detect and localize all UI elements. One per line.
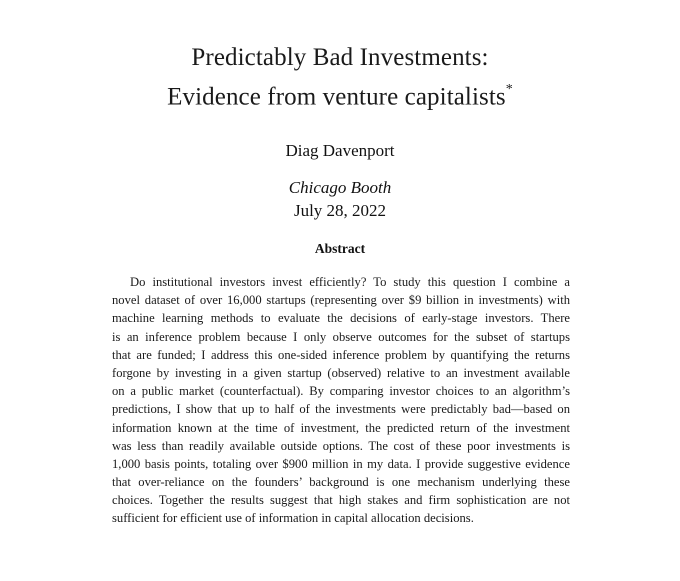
- abstract-line: is an inference problem because I only observe outcomes for the subset of startups: [112, 329, 570, 344]
- title-text-1: Predictably Bad Investments:: [191, 44, 489, 71]
- abstract-line: was less than readily available outside options. The cost of these poor investments is: [112, 438, 570, 453]
- abstract-line: machine learning methods to evaluate the decisions of early-stage investors. There: [112, 311, 570, 326]
- title-footnote-mark[interactable]: *: [505, 82, 513, 97]
- abstract-line: sufficient for efficient use of information in capital allocation decisions.: [112, 511, 474, 526]
- abstract-line: on a public market (counterfactual). By comparing investor choices to an algorithm’s: [112, 384, 570, 399]
- abstract-line: Do institutional investors invest efficiently? To study this question I combine a: [130, 275, 570, 289]
- abstract-line: predictions, I show that up to half of the investments were predictably bad—based on: [112, 402, 570, 417]
- abstract-line: that over-reliance on the founders’ background is one mechanism underlying these: [112, 475, 570, 490]
- abstract-line: novel dataset of over 16,000 startups (representing over $9 billion in investments) with: [112, 293, 570, 308]
- title-text-2: Evidence from venture capitalists: [167, 83, 506, 111]
- author-name: Diag Davenport: [285, 141, 395, 160]
- paper-date: July 28, 2022: [293, 201, 387, 220]
- author-affiliation: Chicago Booth: [288, 178, 392, 197]
- abstract-line: 1,000 basis points, totaling over $900 million in my data. I provide suggestive evidence: [112, 456, 570, 471]
- abstract-line: that are funded; I address this one-sided inference problem by quantifying the returns: [112, 347, 570, 362]
- abstract-line: choices. Together the results suggest that high stakes and firm sophistication are not: [112, 493, 570, 508]
- abstract-line: information known at the time of investment, the predicted return of the investment: [112, 420, 570, 435]
- title-line-2: [0, 76, 680, 113]
- abstract-line: forgone by investing in a given startup (observed) relative to an investment available: [112, 365, 570, 380]
- abstract-body: [112, 273, 570, 528]
- abstract-heading: Abstract: [314, 241, 366, 256]
- title-line-1: [0, 42, 680, 74]
